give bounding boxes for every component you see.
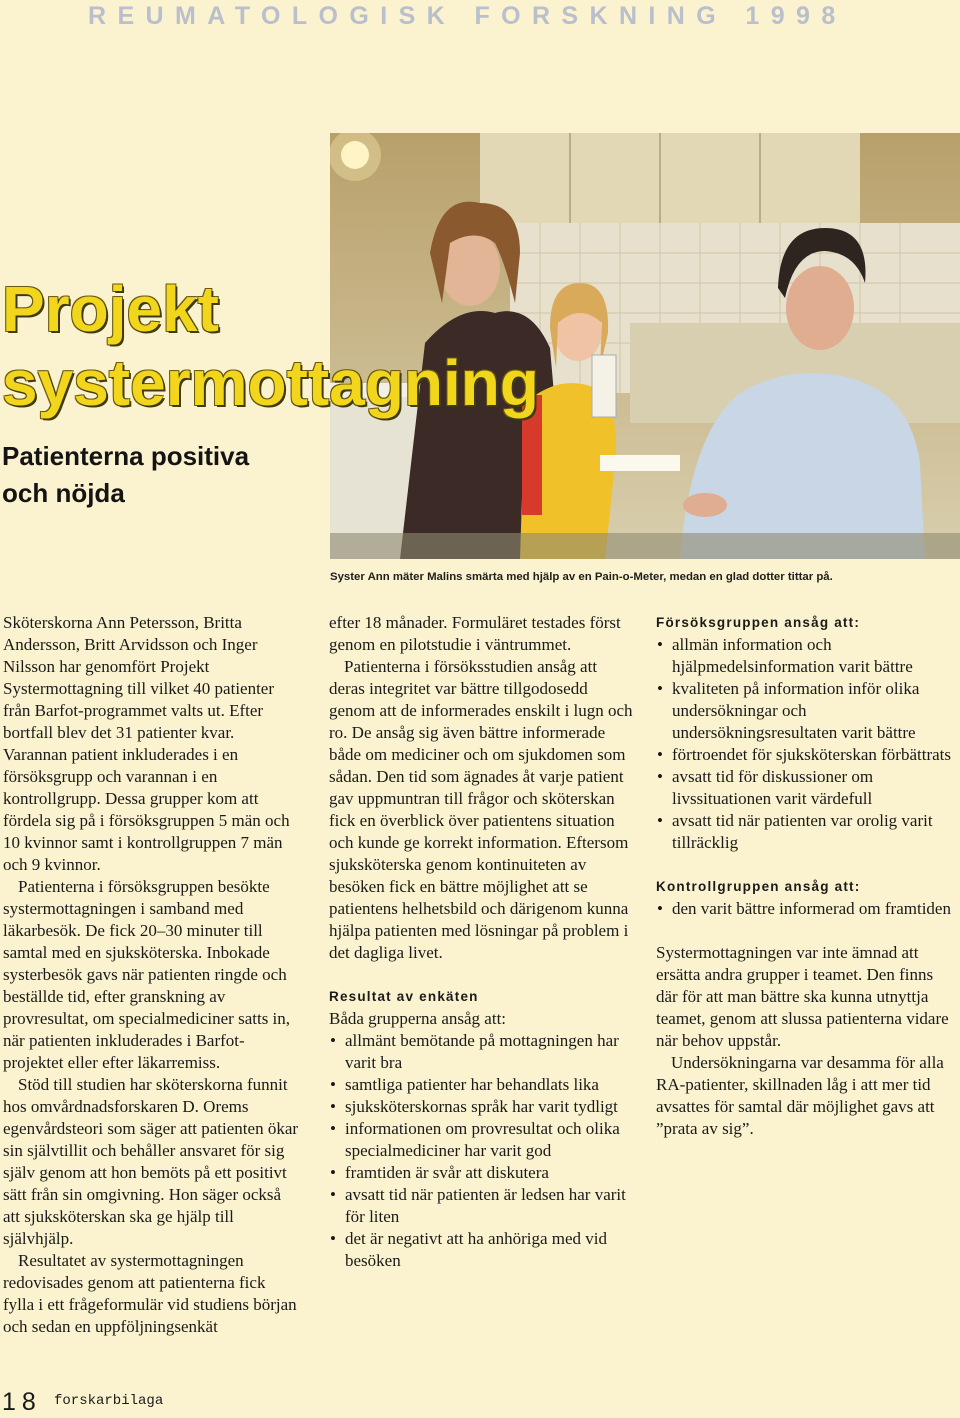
list-item: • allmänt bemötande på mottagningen har varit bra (329, 1030, 634, 1074)
article-title (2, 272, 539, 420)
paragraph: Sköterskorna Ann Petersson, Britta Andersson, Britt Arvidsson och Inger Nilsson har genomfört Projekt Systermottagning till vilket 40 patienter från Barfot-programmet valts ut. Efter bortfall blev det 31 patienter kvar. Varannan patient inkluderades i en försöksgrupp och varannan i en kontrollgrupp. Dessa grupper kom att fördela sig på i försöksgruppen 5 män och 10 kvinnor samt i kontrollgruppen 7 män och 9 kvinnor. (3, 613, 290, 874)
paragraph: Stöd till studien har sköterskorna funnit hos omvårdnadsforskaren D. Orems egenvårdsteori som säger att patienten ökar sin självtillit och behåller ansvaret för sig själv genom att hon bemöts på ett positivt sätt från sin omgivning. Hon säger också att sjuksköterskan ska ge hjälp till självhjälp. (3, 1075, 299, 1248)
list-item: • kvaliteten på information inför olika undersökningar och undersökningsresultaten varit bättre (656, 678, 956, 744)
list-item: • allmän information och hjälpmedelsinformation varit bättre (656, 634, 956, 678)
list-item: • den varit bättre informerad om framtiden (656, 898, 956, 920)
control-group-list (656, 898, 956, 920)
paragraph: Undersökningarna var desamma för alla RA-patienter, skillnaden låg i att mer tid avsattes för samtal där möjlighet gavs att ”prata av sig”. (656, 1053, 944, 1138)
results-intro: Båda grupperna ansåg att: (329, 1009, 507, 1028)
results-list (329, 1030, 634, 1272)
trial-group-heading: Försöksgruppen ansåg att: (656, 615, 861, 630)
subtitle-line-1: Patienterna positiva (2, 441, 250, 471)
article-title-line-2: systermottagning (2, 347, 539, 419)
paragraph: Resultatet av systermottagningen redovisades genom att patienterna fick fylla i ett frågeformulär vid studiens början och sedan en uppföljningsenkät (3, 1251, 297, 1336)
list-item: • samtliga patienter har behandlats lika (329, 1074, 634, 1096)
subtitle-line-2: och nöjda (2, 478, 125, 508)
paragraph: Patienterna i försöksgruppen besökte systermottagningen i samband med läkarbesök. De fick 20–30 minuter till samtal med en sjuksköterska. Inbokade systerbesök gavs när patienten ringde och beställde tid, efter granskning av provresultat, om specialmediciner satts in, när patienten inkluderades i Barfot-projektet eller efter läkarremiss. (3, 877, 291, 1072)
list-item: • förtroendet för sjuksköterskan förbättrats (656, 744, 956, 766)
paragraph: efter 18 månader. Formuläret testades först genom en pilotstudie i väntrummet. (329, 613, 621, 654)
list-item: • framtiden är svår att diskutera (329, 1162, 634, 1184)
paragraph: Patienterna i försöksstudien ansåg att deras integritet var bättre tillgodosedd genom att de informerades enskilt i lugn och ro. De ansåg sig även bättre informerade både om mediciner och om sjukdomen som sådan. Den tid som ägnades åt varje patient gav uppmuntran till frågor och sköterskan fick en överblick över patientens situation och kunde ge korrekt information. Eftersom sjuksköterska genom kontinuiteten av besöken fick en bättre möjlighet att se patientens helhetsbild och därigenom kunna hjälpa patienten med lösningar på problem i det dagliga livet. (329, 657, 633, 962)
text-column-3 (656, 612, 956, 1140)
control-group-heading: Kontrollgruppen ansåg att: (656, 879, 861, 894)
page-number: 18 (2, 1388, 42, 1416)
results-heading: Resultat av enkäten (329, 989, 479, 1004)
text-column-1 (3, 612, 299, 1338)
paragraph: Systermottagningen var inte ämnad att ersätta andra grupper i teamet. Den finns där för att man bättre ska kunna utnyttja teamet, genom att slussa patienterna vidare när behov uppstår. (656, 943, 949, 1050)
list-item: • avsatt tid när patienten var orolig varit tillräcklig (656, 810, 956, 854)
list-item: • sjuksköterskornas språk har varit tydligt (329, 1096, 634, 1118)
list-item: • avsatt tid när patienten är ledsen har varit för liten (329, 1184, 634, 1228)
list-item: • avsatt tid för diskussioner om livssituationen varit värdefull (656, 766, 956, 810)
article-subtitle (2, 438, 322, 512)
trial-group-list (656, 634, 956, 854)
list-item: • informationen om provresultat och olika specialmediciner har varit god (329, 1118, 634, 1162)
running-header: REUMATOLOGISK FORSKNING 1998 (88, 2, 847, 30)
photo-caption: Syster Ann mäter Malins smärta med hjälp av en Pain-o-Meter, medan en glad dotter tittar på. (330, 571, 833, 583)
article-title-line-1: Projekt (2, 273, 219, 345)
text-column-2 (329, 612, 634, 1272)
supplement-label: forskarbilaga (54, 1393, 164, 1409)
list-item: • det är negativt att ha anhöriga med vid besöken (329, 1228, 634, 1272)
